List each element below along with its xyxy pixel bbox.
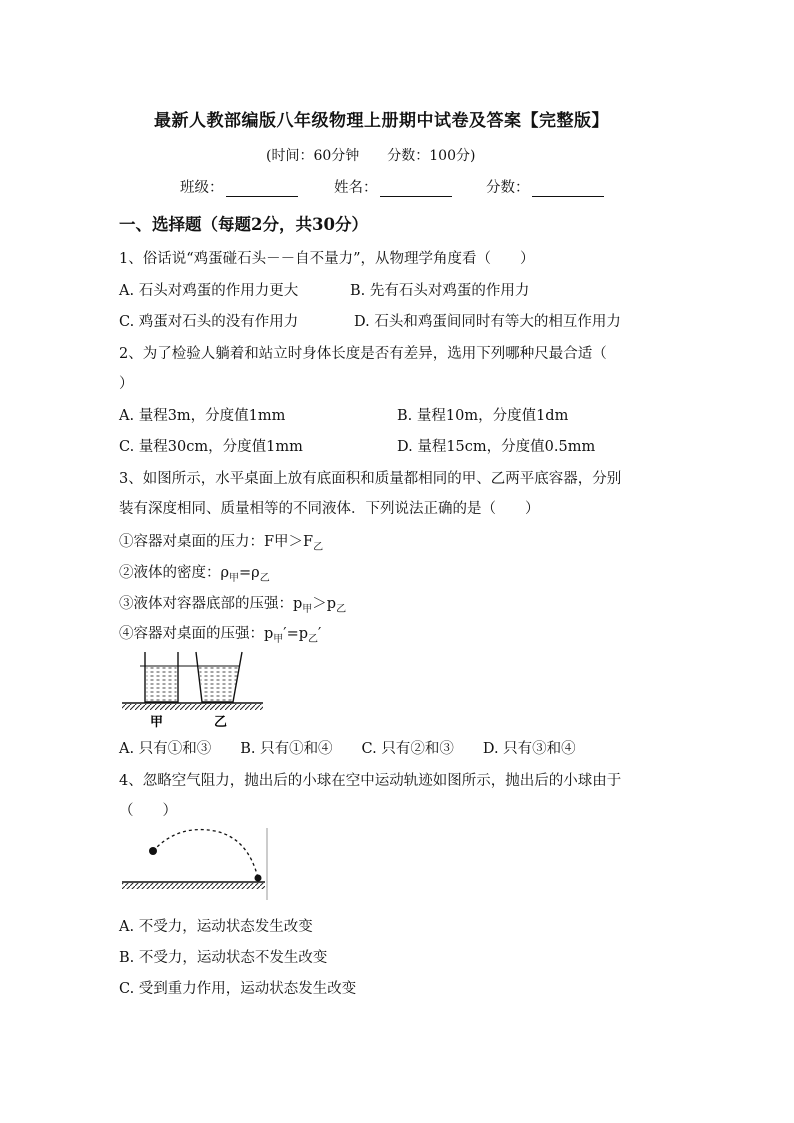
container-jia bbox=[145, 652, 178, 702]
q3-s2-text: ②液体的密度：ρ bbox=[119, 565, 230, 581]
q3-stem-line1: 3、如图所示，水平桌面上放有底面积和质量都相同的甲、乙两平底容器，分别 bbox=[119, 471, 622, 487]
q2-stem-line2: ） bbox=[119, 376, 134, 392]
q1-option-b: B. 先有石头对鸡蛋的作用力 bbox=[350, 283, 530, 299]
q4-option-a: A. 不受力，运动状态发生改变 bbox=[119, 919, 313, 935]
q1-stem: 1、俗话说“鸡蛋碰石头－－自不量力”，从物理学角度看（ ） bbox=[119, 251, 535, 267]
ball-end bbox=[255, 875, 262, 882]
page-title: 最新人教部编版八年级物理上册期中试卷及答案【完整版】 bbox=[154, 111, 609, 131]
q3-s3-sub1: 甲 bbox=[302, 603, 313, 615]
q3-s4-end: ′ bbox=[318, 626, 322, 642]
q2-option-a: A. 量程3m，分度值1mm bbox=[119, 408, 286, 424]
q1-option-a: A. 石头对鸡蛋的作用力更大 bbox=[119, 283, 299, 299]
container-yi bbox=[196, 652, 242, 702]
table-hatch bbox=[122, 704, 263, 710]
q2-option-d: D. 量程15cm，分度值0.5mm bbox=[397, 439, 596, 455]
name-label: 姓名： bbox=[334, 180, 378, 196]
q1-option-c: C. 鸡蛋对石头的没有作用力 bbox=[119, 314, 299, 330]
q3-s2-mid: =ρ bbox=[239, 565, 260, 581]
score-label: 分数： bbox=[486, 180, 530, 196]
q4-option-c: C. 受到重力作用，运动状态发生改变 bbox=[119, 981, 357, 997]
q3-s4-text: ④容器对桌面的压强：p bbox=[119, 626, 274, 642]
q4-stem-line2: （ ） bbox=[119, 803, 177, 819]
q2-option-b: B. 量程10m，分度值1dm bbox=[397, 408, 569, 424]
class-label: 班级： bbox=[180, 180, 224, 196]
q2-option-c: C. 量程30cm，分度值1mm bbox=[119, 439, 303, 455]
exam-time-score: (时间：60分钟 分数：100分) bbox=[266, 148, 476, 164]
q3-statement-2 bbox=[119, 561, 270, 584]
q3-s4-sub2: 乙 bbox=[308, 633, 319, 645]
label-jia: 甲 bbox=[150, 714, 164, 729]
class-field bbox=[180, 176, 298, 197]
q4-option-b: B. 不受力，运动状态不发生改变 bbox=[119, 950, 328, 966]
q3-s3-sub2: 乙 bbox=[336, 603, 347, 615]
q3-statement-1 bbox=[119, 530, 323, 553]
q1-option-d: D. 石头和鸡蛋间同时有等大的相互作用力 bbox=[354, 314, 621, 330]
q3-s4-mid: ′=p bbox=[283, 626, 309, 642]
name-blank[interactable] bbox=[380, 182, 452, 197]
ball-trajectory bbox=[153, 830, 258, 878]
ball-start bbox=[149, 847, 157, 855]
ground-hatch bbox=[122, 883, 265, 889]
q4-stem-line1: 4、忽略空气阻力，抛出后的小球在空中运动轨迹如图所示，抛出后的小球由于 bbox=[119, 773, 622, 789]
q3-s2-sub1: 甲 bbox=[229, 572, 240, 584]
q3-s3-text: ③液体对容器底部的压强：p bbox=[119, 596, 303, 612]
q3-stem-line2: 装有深度相同、质量相等的不同液体．下列说法正确的是（ ） bbox=[119, 501, 540, 517]
q3-statement-3 bbox=[119, 592, 346, 615]
q3-options: A. 只有①和③ B. 只有①和④ C. 只有②和③ D. 只有③和④ bbox=[119, 741, 576, 757]
q3-s1-sub: 乙 bbox=[313, 541, 324, 553]
q3-s2-sub2: 乙 bbox=[259, 572, 270, 584]
section-heading: 一、选择题（每题2分，共30分） bbox=[119, 215, 368, 234]
q3-statement-4 bbox=[119, 622, 321, 645]
trajectory-figure bbox=[120, 826, 270, 902]
q3-s1-text: ①容器对桌面的压力：F甲＞F bbox=[119, 534, 314, 550]
score-field bbox=[486, 176, 604, 197]
q3-s3-mid: ＞p bbox=[312, 596, 337, 612]
q3-s4-sub1: 甲 bbox=[273, 633, 284, 645]
containers-figure bbox=[120, 650, 265, 732]
label-yi: 乙 bbox=[214, 714, 228, 729]
score-blank[interactable] bbox=[532, 182, 604, 197]
name-field bbox=[334, 176, 452, 197]
q2-stem-line1: 2、为了检验人躺着和站立时身体长度是否有差异，选用下列哪种尺最合适（ bbox=[119, 346, 607, 362]
class-blank[interactable] bbox=[226, 182, 298, 197]
